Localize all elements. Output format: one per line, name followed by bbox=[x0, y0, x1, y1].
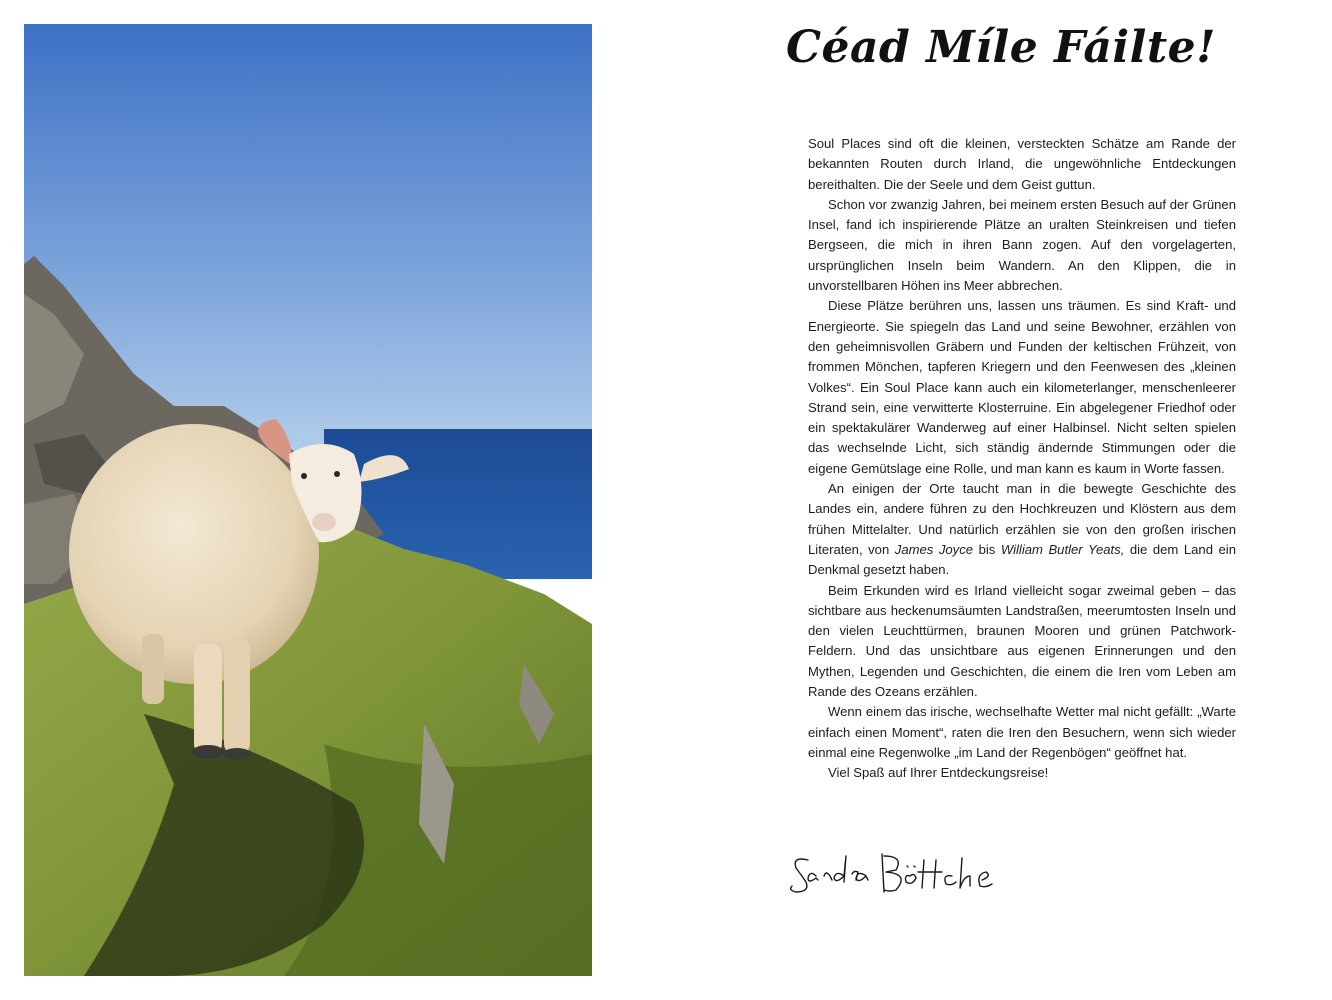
paragraph-3: Diese Plätze berühren uns, lassen uns träumen. Es sind Kraft- und Energieorte. Sie spiegeln das Land und seine Bewohner, erzählen von den geheimnisvollen Gräbern und Funden der keltischen Frühzeit, von frommen Mönchen, tapferen Kriegern und den Feenwesen des „kleinen Volkes“. Ein Soul Place kann auch ein kilometerlanger, menschenleerer Strand sein, eine verwitterte Klosterruine. Ein abgelegener Friedhof oder ein spektakulärer Wanderweg auf einer Halbinsel. Nicht selten spielen das wechselnde Licht, sich ständig ändernde Stimmungen oder die eigene Gemütslage eine Rolle, und man kann es kaum in Worte fassen. bbox=[808, 298, 1236, 476]
paragraph-4-text-a: An einigen der Orte taucht man in die bewegte Geschichte des Landes ein, andere führen zu den Hochkreuzen und Klöstern aus dem frühen Mittelalter. Und natürlich erzählen sie von den großen irischen Literaten, von bbox=[808, 481, 1236, 557]
body-text bbox=[808, 134, 1236, 784]
paragraph-4-text-b: bis bbox=[973, 541, 1001, 557]
paragraph-2: Schon vor zwanzig Jahren, bei meinem ersten Besuch auf der Grünen Insel, fand ich inspirierende Plätze an uralten Steinkreisen und tiefen Bergseen, die mich in ihren Bann zogen. Auf den vorgelagerten, ursprünglichen Inseln beim Wandern. An den Klippen, die in unvorstellbaren Höhen ins Meer abbrechen. bbox=[808, 196, 1236, 294]
paragraph-4 bbox=[808, 479, 1236, 580]
paragraph-5: Beim Erkunden wird es Irland vielleicht sogar zweimal geben – das sichtbare aus heckenumsäumten Landstraßen, meerumtosten Inseln und den vielen Leuchttürmen, braunen Mooren und grünen Patchwork-Feldern. Und das unsichtbare aus eigenen Erinnerungen und den Mythen, Legenden und Geschichten, die einem die Iren vom Leben am Rande des Ozeans erzählen. bbox=[808, 582, 1236, 700]
paragraph-1: Soul Places sind oft die kleinen, versteckten Schätze am Rande der bekannten Routen durch Irland, die ungewöhnliche Entdeckungen bereithalten. Die der Seele und dem Geist guttun. bbox=[808, 136, 1236, 192]
page-title: Céad Míle Fáilte! bbox=[786, 22, 1216, 73]
author-william-butler-yeats: William Butler Yeats, bbox=[1000, 541, 1125, 557]
handwritten-signature bbox=[786, 846, 996, 902]
sheep-cliff-photo bbox=[24, 24, 592, 976]
paragraph-7: Viel Spaß auf Ihrer Entdeckungsreise! bbox=[828, 765, 1049, 781]
paragraph-6: Wenn einem das irische, wechselhafte Wetter mal nicht gefällt: „Warte einfach einen Moment“, raten die Iren den Besuchern, wenn sich wieder einmal eine Regenwolke „im Land der Regenbögen“ geöffnet hat. bbox=[808, 704, 1236, 760]
author-james-joyce: James Joyce bbox=[894, 541, 974, 557]
paragraph-4-text-c: die dem Land ein Denkmal gesetzt haben. bbox=[808, 541, 1236, 578]
